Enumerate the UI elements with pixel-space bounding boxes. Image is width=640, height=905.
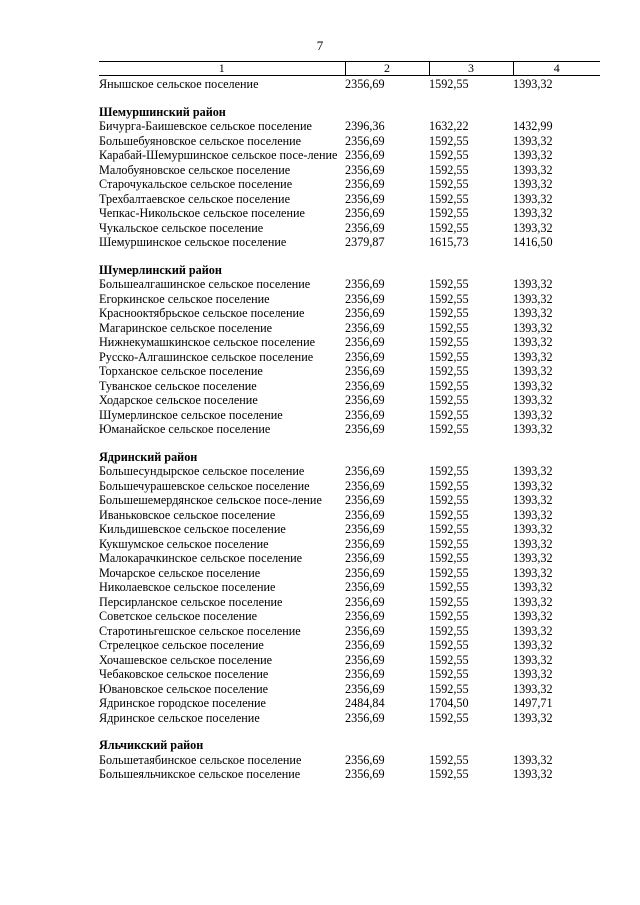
value-column-3: 1592,55 [429,206,469,220]
value-column-2: 2356,69 [345,493,385,507]
value-column-4: 1393,32 [513,378,553,393]
table-row [99,711,600,726]
district-name: Ядринский район [99,449,198,464]
value-column-4: 1393,32 [513,191,553,206]
settlement-name: Ядринское сельское поселение [99,710,260,725]
settlement-name: Трехбалтаевское сельское поселение [99,191,290,206]
value-column-4: 1393,32 [513,478,553,493]
value-column-4: 1393,32 [513,638,553,652]
value-column-4: 1393,32 [513,306,553,320]
value-column-3: 1592,55 [429,767,469,781]
settlement-name: Чепкас-Никольское сельское поселение [99,206,305,220]
value-column-4: 1393,32 [513,594,553,609]
table-row [99,350,600,365]
value-column-2: 2356,69 [345,667,385,681]
settlement-name: Нижнекумашкинское сельское поселение [99,335,316,349]
table-row [99,408,600,423]
value-column-4: 1393,32 [513,536,553,551]
value-column-3: 1592,55 [429,464,469,478]
value-column-3: 1592,55 [429,594,469,609]
value-column-2: 2356,69 [345,148,385,162]
value-column-4: 1393,32 [513,752,553,767]
table-row [99,493,600,508]
value-column-2: 2356,69 [345,623,385,638]
table-row [99,422,600,437]
settlement-name: Магаринское сельское поселение [99,320,273,335]
value-column-4: 1393,32 [513,609,553,623]
table-row [99,479,600,494]
settlement-name: Чебаковское сельское поселение [99,667,269,681]
settlement-name: Торханское сельское поселение [99,364,263,378]
value-column-2: 2356,69 [345,162,385,177]
table-row [99,580,600,595]
tariff-table [99,61,600,782]
value-column-4: 1393,32 [513,335,553,349]
settlement-name: Ювановское сельское поселение [99,681,269,696]
table-row [99,609,600,624]
page-number: 7 [316,38,324,53]
settlement-name: Большеалгашинское сельское поселение [99,277,311,291]
district-heading [99,437,600,465]
settlement-name: Ходарское сельское поселение [99,393,258,407]
value-column-4: 1393,32 [513,464,553,478]
value-column-2: 2356,69 [345,478,385,493]
settlement-name: Егоркинское сельское поселение [99,291,270,306]
value-column-3: 1592,55 [429,378,469,393]
settlement-name: Туванское сельское поселение [99,378,257,393]
value-column-4: 1393,32 [513,133,553,148]
table-row [99,638,600,653]
settlement-name: Большеяльчикское сельское поселение [99,767,301,781]
table-row [99,508,600,523]
settlement-name: Персирланское сельское поселение [99,594,283,609]
value-column-2: 2356,69 [345,407,385,422]
value-column-4: 1393,32 [513,681,553,696]
value-column-2: 2356,69 [345,364,385,378]
value-column-3: 1592,55 [429,364,469,378]
value-column-4: 1393,32 [513,667,553,681]
value-column-4: 1393,32 [513,220,553,235]
value-column-2: 2356,69 [345,220,385,235]
settlement-name: Большебуяновское сельское поселение [99,133,302,148]
district-name: Шумерлинский район [99,262,222,277]
value-column-2: 2356,69 [345,594,385,609]
table-row [99,206,600,221]
settlement-name: Малобуяновское сельское поселение [99,162,291,177]
table-row [99,134,600,149]
value-column-3: 1592,55 [429,177,469,191]
value-column-4: 1393,32 [513,320,553,335]
table-row [99,753,600,768]
settlement-name: Чукальское сельское поселение [99,220,264,235]
settlement-name: Иваньковское сельское поселение [99,507,276,522]
value-column-3: 1592,55 [429,652,469,667]
value-column-2: 2356,69 [345,710,385,725]
settlement-name: Шумерлинское сельское поселение [99,407,283,422]
settlement-name: Николаевское сельское поселение [99,580,276,594]
settlement-name: Шемуршинское сельское поселение [99,235,287,249]
settlement-name: Большешемердянское сельское посе-ление [99,493,322,507]
value-column-4: 1393,32 [513,422,553,436]
value-column-4: 1393,32 [513,767,553,781]
table-row [99,221,600,236]
table-row [99,235,600,250]
value-column-2: 2356,69 [345,191,385,206]
table-row [99,321,600,336]
value-column-2: 2484,84 [345,696,385,710]
value-column-2: 2356,69 [345,320,385,335]
table-row [99,306,600,321]
settlement-name: Юманайское сельское поселение [99,422,271,436]
value-column-4: 1393,32 [513,393,553,407]
value-column-4: 1393,32 [513,565,553,580]
settlement-name: Стрелецкое сельское поселение [99,638,264,652]
value-column-3: 1592,55 [429,507,469,522]
value-column-2: 2356,69 [345,752,385,767]
value-column-2: 2356,69 [345,551,385,565]
value-column-3: 1592,55 [429,681,469,696]
value-column-2: 2356,69 [345,277,385,291]
table-row [99,595,600,610]
table-row [99,177,600,192]
value-column-2: 2356,69 [345,133,385,148]
value-column-4: 1393,32 [513,493,553,507]
settlement-name: Большесундырское сельское поселение [99,464,305,478]
value-column-2: 2356,69 [345,206,385,220]
district-name: Яльчикский район [99,738,204,752]
value-column-3: 1592,55 [429,277,469,291]
value-column-4: 1393,32 [513,162,553,177]
settlement-name: Ядринское городское поселение [99,696,266,710]
value-column-4: 1393,32 [513,551,553,565]
value-column-3: 1592,55 [429,220,469,235]
value-column-3: 1592,55 [429,478,469,493]
value-column-3: 1592,55 [429,522,469,536]
settlement-name: Советское сельское поселение [99,609,258,623]
settlement-name: Русско-Алгашинское сельское поселение [99,349,314,364]
settlement-name: Кильдишевское сельское поселение [99,522,286,536]
settlement-name: Малокарачкинское сельское поселение [99,551,303,565]
settlement-name: Большечурашевское сельское поселение [99,478,310,493]
value-column-3: 1592,55 [429,710,469,725]
value-column-3: 1592,55 [429,191,469,206]
table-row [99,393,600,408]
settlement-name: Хочашевское сельское поселение [99,652,273,667]
table-row [99,76,600,92]
value-column-3: 1592,55 [429,393,469,407]
value-column-4: 1393,32 [513,206,553,220]
settlement-name: Бичурга-Баишевское сельское поселение [99,119,312,133]
value-column-2: 2356,69 [345,652,385,667]
table-body [99,76,600,782]
table-row [99,364,600,379]
table-row [99,148,600,163]
table-row [99,566,600,581]
district-heading [99,250,600,278]
column-header-2: 2 [345,62,429,76]
table-row [99,277,600,292]
value-column-2: 2356,69 [345,349,385,364]
value-column-4: 1393,32 [513,349,553,364]
value-column-4: 1393,32 [513,522,553,536]
district-heading [99,725,600,753]
value-column-2: 2356,69 [345,507,385,522]
value-column-3: 1592,55 [429,667,469,681]
value-column-4: 1393,32 [513,277,553,291]
value-column-4: 1393,32 [513,291,553,306]
value-column-3: 1592,55 [429,349,469,364]
value-column-4: 1393,32 [513,77,553,91]
table-row [99,163,600,178]
value-column-4: 1393,32 [513,710,553,725]
settlement-name: Карабай-Шемуршинское сельское посе-ление [99,148,338,162]
value-column-4: 1393,32 [513,652,553,667]
settlement-name: Большетаябинское сельское поселение [99,752,302,767]
value-column-3: 1592,55 [429,422,469,436]
value-column-2: 2356,69 [345,464,385,478]
value-column-2: 2396,36 [345,119,385,133]
value-column-3: 1592,55 [429,493,469,507]
value-column-3: 1592,55 [429,77,469,91]
value-column-3: 1632,22 [429,119,469,133]
table-row [99,682,600,697]
value-column-3: 1592,55 [429,148,469,162]
value-column-4: 1393,32 [513,364,553,378]
value-column-3: 1592,55 [429,752,469,767]
value-column-3: 1592,55 [429,551,469,565]
table-header-row [99,62,600,76]
district-heading [99,92,600,120]
column-header-3: 3 [429,62,513,76]
value-column-3: 1592,55 [429,291,469,306]
value-column-2: 2356,69 [345,291,385,306]
value-column-2: 2379,87 [345,235,385,249]
table-row [99,624,600,639]
value-column-2: 2356,69 [345,681,385,696]
table-row [99,192,600,207]
value-column-3: 1615,73 [429,235,469,249]
value-column-2: 2356,69 [345,77,385,91]
value-column-2: 2356,69 [345,580,385,594]
value-column-3: 1592,55 [429,306,469,320]
district-name: Шемуршинский район [99,104,226,119]
value-column-3: 1592,55 [429,335,469,349]
value-column-2: 2356,69 [345,609,385,623]
value-column-2: 2356,69 [345,306,385,320]
value-column-3: 1592,55 [429,162,469,177]
value-column-2: 2356,69 [345,767,385,781]
value-column-3: 1592,55 [429,320,469,335]
value-column-4: 1393,32 [513,148,553,162]
table-row [99,522,600,537]
value-column-3: 1592,55 [429,638,469,652]
value-column-4: 1416,50 [513,235,553,249]
value-column-4: 1393,32 [513,623,553,638]
value-column-2: 2356,69 [345,536,385,551]
settlement-name: Янышское сельское поселение [99,77,259,91]
table-row [99,335,600,350]
table-row [99,551,600,566]
column-header-1: 1 [99,62,345,76]
settlement-name: Мочарское сельское поселение [99,565,261,580]
table-row [99,653,600,668]
value-column-4: 1393,32 [513,507,553,522]
value-column-2: 2356,69 [345,422,385,436]
value-column-2: 2356,69 [345,565,385,580]
settlement-name: Краснооктябрьское сельское поселение [99,306,305,320]
value-column-4: 1432,99 [513,119,553,133]
value-column-4: 1497,71 [513,696,553,710]
value-column-3: 1704,50 [429,696,469,710]
settlement-name: Старочукальское сельское поселение [99,177,293,191]
value-column-3: 1592,55 [429,536,469,551]
settlement-name: Старотиньгешское сельское поселение [99,623,301,638]
table-row [99,767,600,782]
value-column-2: 2356,69 [345,393,385,407]
value-column-3: 1592,55 [429,407,469,422]
table-row [99,119,600,134]
value-column-3: 1592,55 [429,565,469,580]
value-column-4: 1393,32 [513,580,553,594]
table-row [99,464,600,479]
table-row [99,292,600,307]
value-column-3: 1592,55 [429,623,469,638]
value-column-4: 1393,32 [513,407,553,422]
value-column-2: 2356,69 [345,378,385,393]
table-row [99,696,600,711]
table-row [99,667,600,682]
table-row [99,379,600,394]
value-column-2: 2356,69 [345,522,385,536]
value-column-2: 2356,69 [345,638,385,652]
value-column-2: 2356,69 [345,177,385,191]
value-column-3: 1592,55 [429,609,469,623]
column-header-4: 4 [513,62,600,76]
value-column-3: 1592,55 [429,580,469,594]
settlement-name: Кукшумское сельское поселение [99,536,269,551]
table-row [99,537,600,552]
value-column-4: 1393,32 [513,177,553,191]
value-column-2: 2356,69 [345,335,385,349]
value-column-3: 1592,55 [429,133,469,148]
